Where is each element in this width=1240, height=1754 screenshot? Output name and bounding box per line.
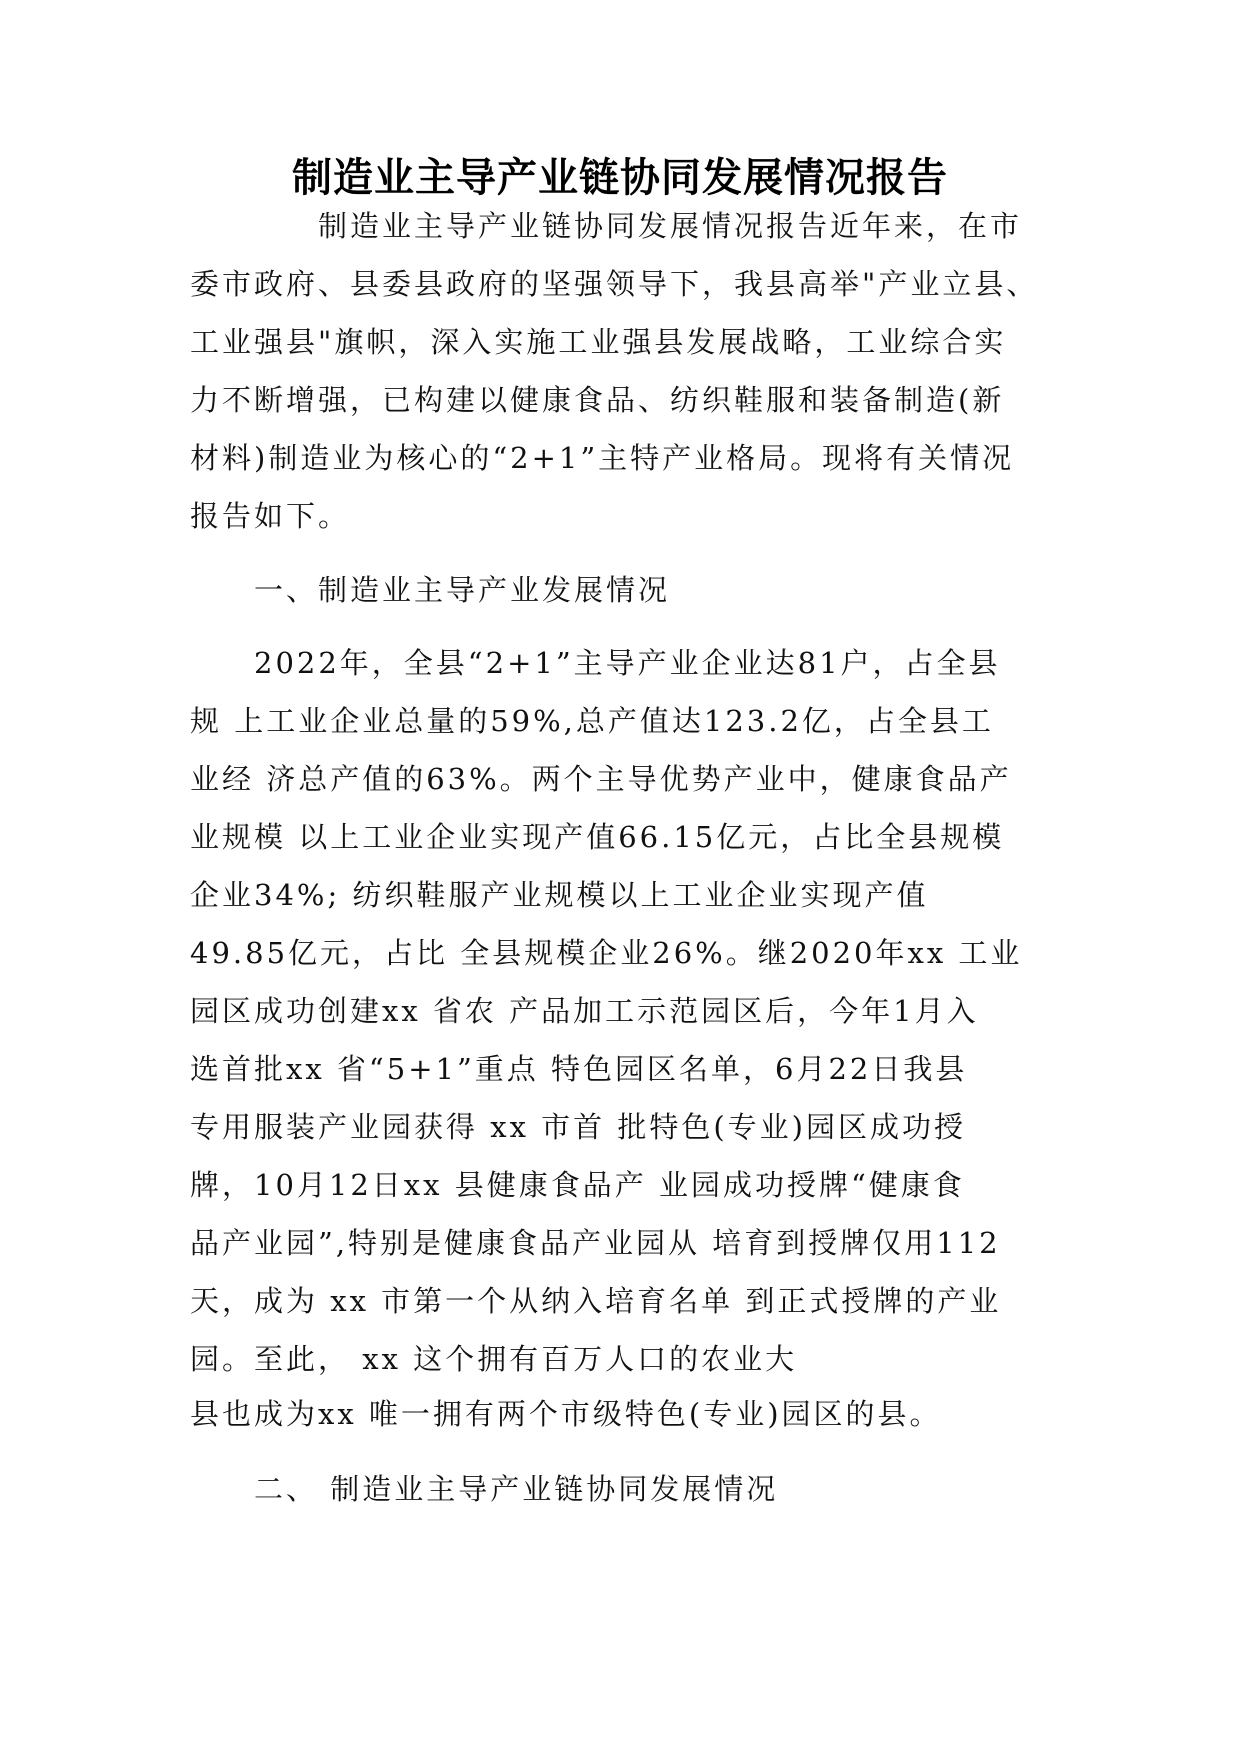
body-line: 专用服装产业园获得 xx 市首 批特色(专业)园区成功授 xyxy=(190,1110,966,1144)
section-heading-2: 二、 制造业主导产业链协同发展情况 xyxy=(254,1472,779,1506)
body-line: 园。至此， xx 这个拥有百万人口的农业大 xyxy=(190,1342,798,1376)
body-line: 2022年，全县“2+1”主导产业企业达81户，占全县 xyxy=(254,646,1001,680)
body-line: 报告如下。 xyxy=(190,499,351,533)
body-line: 选首批xx 省“5+1”重点 特色园区名单，6月22日我县 xyxy=(190,1052,968,1086)
body-line: 材料)制造业为核心的“2+1”主特产业格局。现将有关情况 xyxy=(190,441,1015,475)
body-line: 企业34%; 纺织鞋服产业规模以上工业企业实现产值 xyxy=(190,878,929,912)
section-heading-1: 一、制造业主导产业发展情况 xyxy=(254,573,671,607)
body-line: 业经 济总产值的63%。两个主导优势产业中，健康食品产 xyxy=(190,762,1012,796)
body-line: 委市政府、县委县政府的坚强领导下，我县高举"产业立县、 xyxy=(190,267,1039,301)
body-line: 业规模 以上工业企业实现产值66.15亿元，占比全县规模 xyxy=(190,820,1005,854)
body-line: 制造业主导产业链协同发展情况报告近年来，在市 xyxy=(318,209,1023,243)
body-line: 天，成为 xx 市第一个从纳入培育名单 到正式授牌的产业 xyxy=(190,1284,1002,1318)
body-line: 工业强县"旗帜，深入实施工业强县发展战略，工业综合实 xyxy=(190,325,1007,359)
document-title: 制造业主导产业链协同发展情况报告 xyxy=(292,155,948,201)
body-line: 县也成为xx 唯一拥有两个市级特色(专业)园区的县。 xyxy=(190,1397,942,1431)
body-line: 49.85亿元，占比 全县规模企业26%。继2020年xx 工业 xyxy=(190,936,1023,970)
body-line: 规 上工业企业总量的59%,总产值达123.2亿，占全县工 xyxy=(190,704,994,738)
body-line: 力不断增强，已构建以健康食品、纺织鞋服和装备制造(新 xyxy=(190,383,1005,417)
body-line: 牌，10月12日xx 县健康食品产 业园成功授牌“健康食 xyxy=(190,1168,965,1202)
body-line: 园区成功创建xx 省农 产品加工示范园区后，今年1月入 xyxy=(190,994,979,1028)
body-line: 品产业园”,特别是健康食品产业园从 培育到授牌仅用112 xyxy=(190,1226,1001,1260)
